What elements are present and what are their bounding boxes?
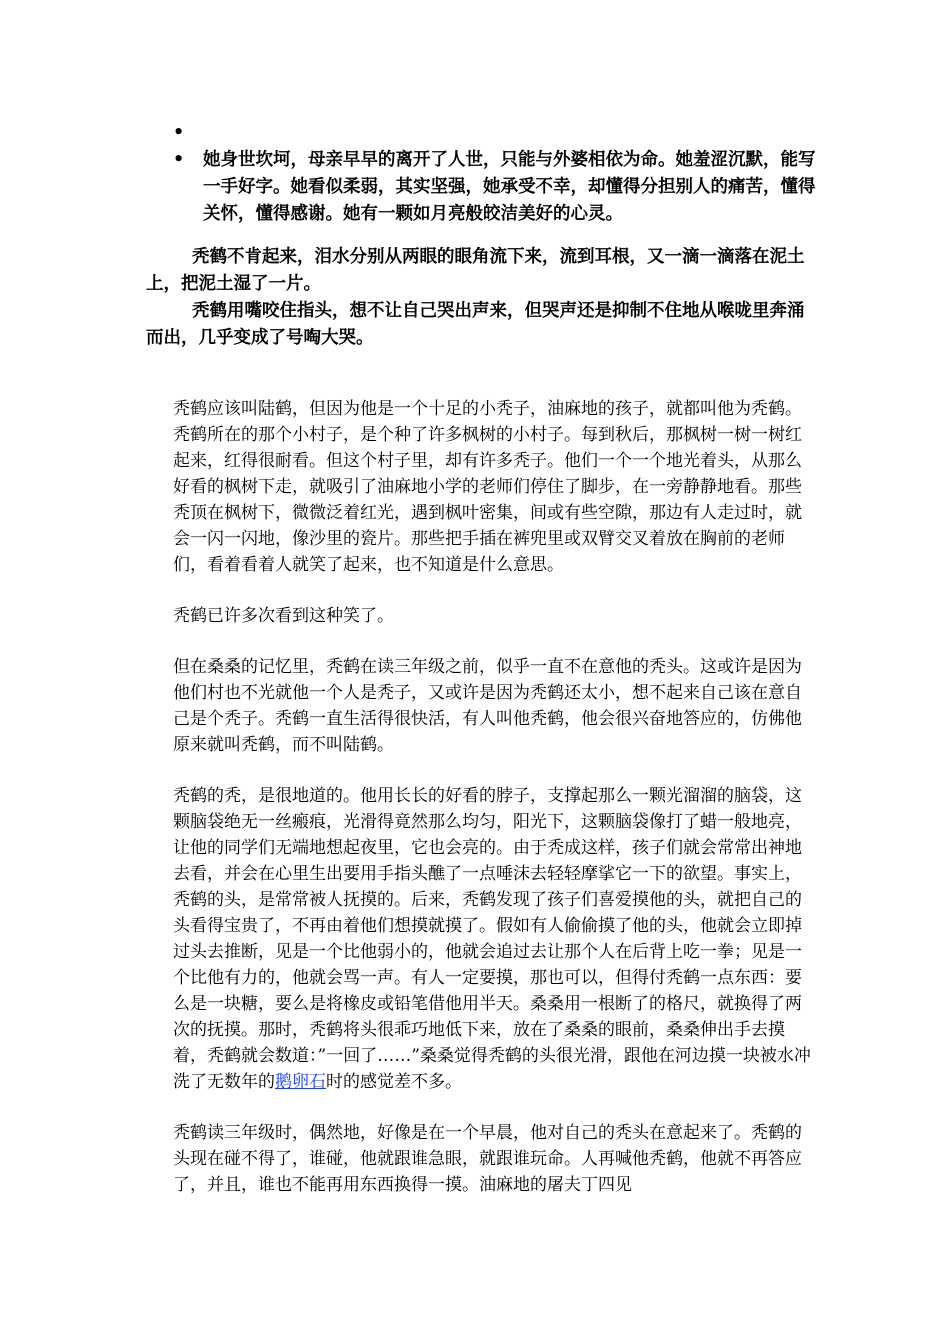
story-paragraph: 秃鹤已许多次看到这种笑了。 <box>173 606 394 626</box>
story-paragraph: 秃鹤读三年级时，偶然地，好像是在一个早晨，他对自己的秃头在意起来了。秃鹤的头现在碰不得了，谁碰，他就跟谁急眼，就跟谁玩命。人再喊他秃鹤，他就不再答应了，并且，谁也不能再用东西换得一摸。油麻地的屠夫丁四见 <box>173 1123 802 1195</box>
pebble-link[interactable]: 鹅卵石 <box>275 1072 326 1092</box>
bullet-item-character-description <box>173 147 823 228</box>
bullet-list <box>173 120 823 228</box>
story-body <box>173 396 818 1223</box>
bullet-item-empty <box>173 120 823 147</box>
paragraph-text: 秃鹤的秃，是很地道的。他用长长的好看的脖子，支撑起那么一颗光溜溜的脑袋，这颗脑袋绝无一丝瘢痕，光滑得竟然那么均匀，阳光下，这颗脑袋像打了蜡一般地亮，让他的同学们无端地想起夜里，它也会亮的。由于秃成这样，孩子们就会常常出神地去看，并会在心里生出要用手指头醮了一点唾沫去轻轻摩挲它一下的欲望。事实上，秃鹤的头，是常常被人抚摸的。后来，秃鹤发现了孩子们喜爱摸他的头，就把自己的头看得宝贵了，不再由着他们想摸就摸了。假如有人偷偷摸了他的头，他就会立即掉过头去推断，见是一个比他弱小的，他就会追过去让那个人在后背上吃一拳；见是一个比他有力的，他就会骂一声。有人一定要摸，那也可以，但得付秃鹤一点东西：要么是一块糖，要么是将橡皮或铅笔借他用半天。桑桑用一根断了的格尺，就换得了两次的抚摸。那时，秃鹤将头很乖巧地低下来，放在了桑桑的眼前，桑桑伸出手去摸着，秃鹤就会数道：”一回了……”桑桑觉得秃鹤的头很光滑，跟他在河边摸一块被水冲洗了无数年的 <box>173 786 811 1092</box>
story-paragraph: 但在桑桑的记忆里，秃鹤在读三年级之前，似乎一直不在意他的秃头。这或许是因为他们村也不光就他一个人是秃子，又或许是因为秃鹤还太小，想不起来自己该在意自己是个秃子。秃鹤一直生活得很快活，有人叫他秃鹤，他会很兴奋地答应的，仿佛他原来就叫秃鹤，而不叫陆鹤。 <box>173 657 802 755</box>
bullet-text: 她身世坎坷，母亲早早的离开了人世，只能与外婆相依为命。她羞涩沉默，能写一手好字。她看似柔弱，其实坚强，她承受不幸，却懂得分担别人的痛苦，懂得关怀，懂得感谢。她有一颗如月亮般皎洁美好的心灵。 <box>203 150 816 224</box>
bold-excerpt <box>146 244 816 352</box>
paragraph-text: 时的感觉差不多。 <box>326 1072 462 1092</box>
bold-paragraph: 秃鹤用嘴咬住指头，想不让自己哭出声来，但哭声还是抑制不住地从喉咙里奔涌而出，几乎变成了号啕大哭。 <box>146 301 805 348</box>
bullet-dot: • <box>173 123 185 143</box>
story-paragraph: 秃鹤应该叫陆鹤，但因为他是一个十足的小秃子，油麻地的孩子，就都叫他为秃鹤。秃鹤所在的那个小村子，是个种了许多枫树的小村子。每到秋后，那枫树一树一树红起来，红得很耐看。但这个村子里，却有许多秃子。他们一个一个地光着头，从那么好看的枫树下走，就吸引了油麻地小学的老师们停住了脚步，在一旁静静地看。那些秃顶在枫树下，微微泛着红光，遇到枫叶密集，间或有些空隙，那边有人走过时，就会一闪一闪地，像沙里的瓷片。那些把手插在裤兜里或双臂交叉着放在胸前的老师们，看着看着人就笑了起来，也不知道是什么意思。 <box>173 399 802 575</box>
bullet-dot: • <box>173 150 185 170</box>
story-paragraph <box>173 783 818 1095</box>
bold-paragraph: 秃鹤不肯起来，泪水分别从两眼的眼角流下来，流到耳根，又一滴一滴落在泥土上，把泥土湿了一片。 <box>146 247 805 294</box>
